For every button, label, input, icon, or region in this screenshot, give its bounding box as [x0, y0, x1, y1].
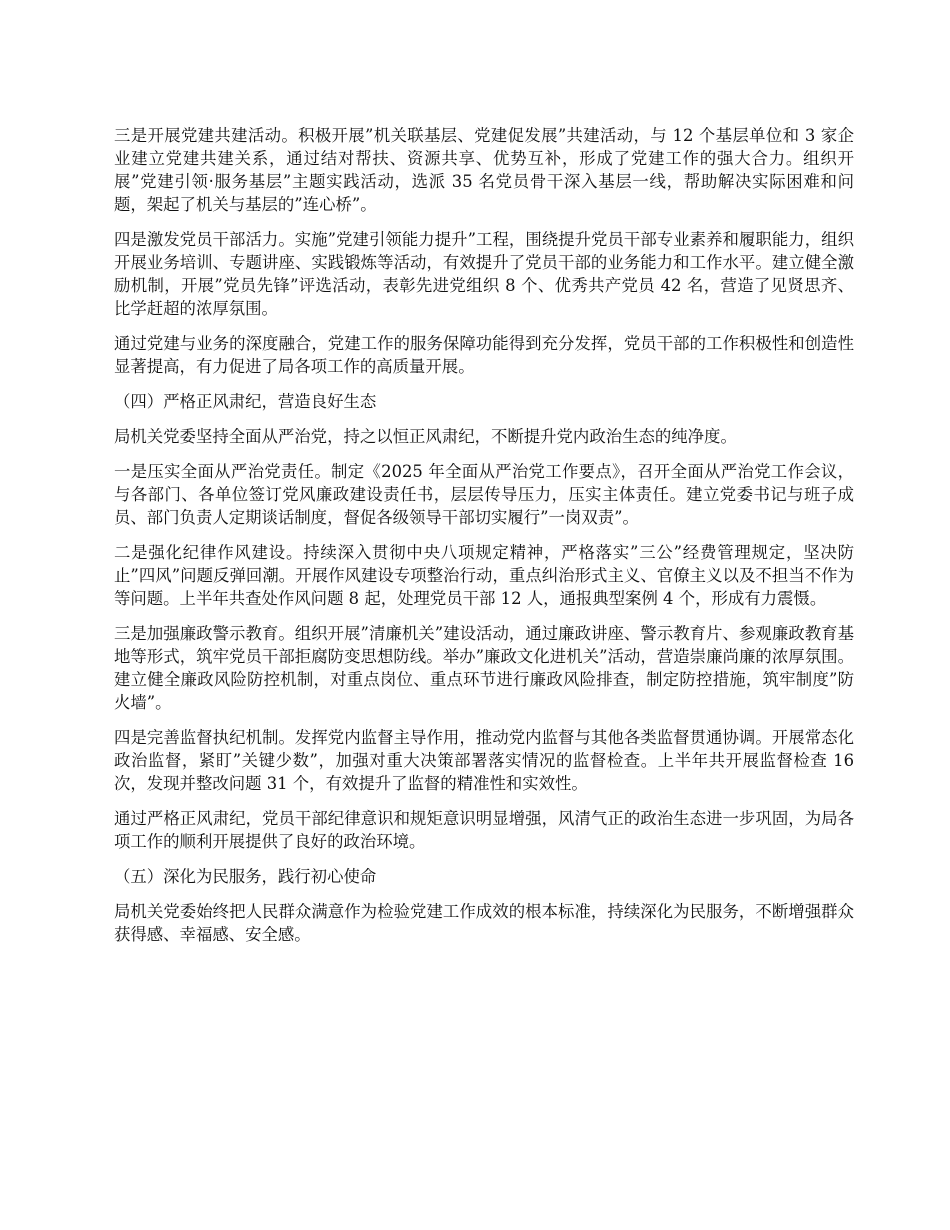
document-body	[114, 124, 854, 958]
paragraph-integrity-education: 三是加强廉政警示教育。组织开展”清廉机关”建设活动，通过廉政讲座、警示教育片、参观廉政教育基地等形式，筑牢党员干部拒腐防变思想防线。举办”廉政文化进机关”活动，营造崇廉尚廉的浓厚氛围。建立健全廉政风险防控机制，对重点岗位、重点环节进行廉政风险排查，制定防控措施，筑牢制度”防火墙”。	[114, 624, 854, 712]
section-heading-4: （四）严格正风肃纪，营造良好生态	[114, 392, 377, 411]
paragraph-integration-summary: 通过党建与业务的深度融合，党建工作的服务保障功能得到充分发挥，党员干部的工作积极性和创造性显著提高，有力促进了局各项工作的高质量开展。	[114, 334, 854, 376]
paragraph-cadre-vitality: 四是激发党员干部活力。实施”党建引领能力提升”工程，围绕提升党员干部专业素养和履职能力，组织开展业务培训、专题讲座、实践锻炼等活动，有效提升了党员干部的业务能力和工作水平。建立健全激励机制，开展”党员先锋”评选活动，表彰先进党组织 8 个、优秀共产党员 42 名，营造了见贤思齐、比学赶超的浓厚氛围。	[114, 230, 854, 318]
paragraph-supervision: 四是完善监督执纪机制。发挥党内监督主导作用，推动党内监督与其他各类监督贯通协调。开展常态化政治监督，紧盯”关键少数”，加强对重大决策部署落实情况的监督检查。上半年共开展监督检查 16 次，发现并整改问题 31 个，有效提升了监督的精准性和实效性。	[114, 728, 854, 793]
paragraph-section-4-summary: 通过严格正风肃纪，党员干部纪律意识和规矩意识明显增强，风清气正的政治生态进一步巩固，为局各项工作的顺利开展提供了良好的政治环境。	[114, 809, 854, 851]
paragraph-responsibility: 一是压实全面从严治党责任。制定《2025 年全面从严治党工作要点》，召开全面从严治党工作会议，与各部门、各单位签订党风廉政建设责任书，层层传导压力，压实主体责任。建立党委书记与班子成员、部门负责人定期谈话制度，督促各级领导干部切实履行”一岗双责”。	[114, 462, 854, 527]
section-heading-5: （五）深化为民服务，践行初心使命	[114, 867, 377, 886]
paragraph-discipline: 二是强化纪律作风建设。持续深入贯彻中央八项规定精神，严格落实”三公”经费管理规定，坚决防止”四风”问题反弹回潮。开展作风建设专项整治行动，重点纠治形式主义、官僚主义以及不担当不作为等问题。上半年共查处作风问题 8 起，处理党员干部 12 人，通报典型案例 4 个，形成有力震慑。	[114, 543, 854, 608]
paragraph-section-4-intro: 局机关党委坚持全面从严治党，持之以恒正风肃纪，不断提升党内政治生态的纯净度。	[114, 427, 737, 446]
paragraph-section-5-intro: 局机关党委始终把人民群众满意作为检验党建工作成效的根本标准，持续深化为民服务，不断增强群众获得感、幸福感、安全感。	[114, 902, 854, 944]
paragraph-cobuilding: 三是开展党建共建活动。积极开展”机关联基层、党建促发展”共建活动，与 12 个基层单位和 3 家企业建立党建共建关系，通过结对帮扶、资源共享、优势互补，形成了党建工作的强大合力。组织开展”党建引领·服务基层”主题实践活动，选派 35 名党员骨干深入基层一线，帮助解决实际困难和问题，架起了机关与基层的”连心桥”。	[114, 126, 854, 214]
